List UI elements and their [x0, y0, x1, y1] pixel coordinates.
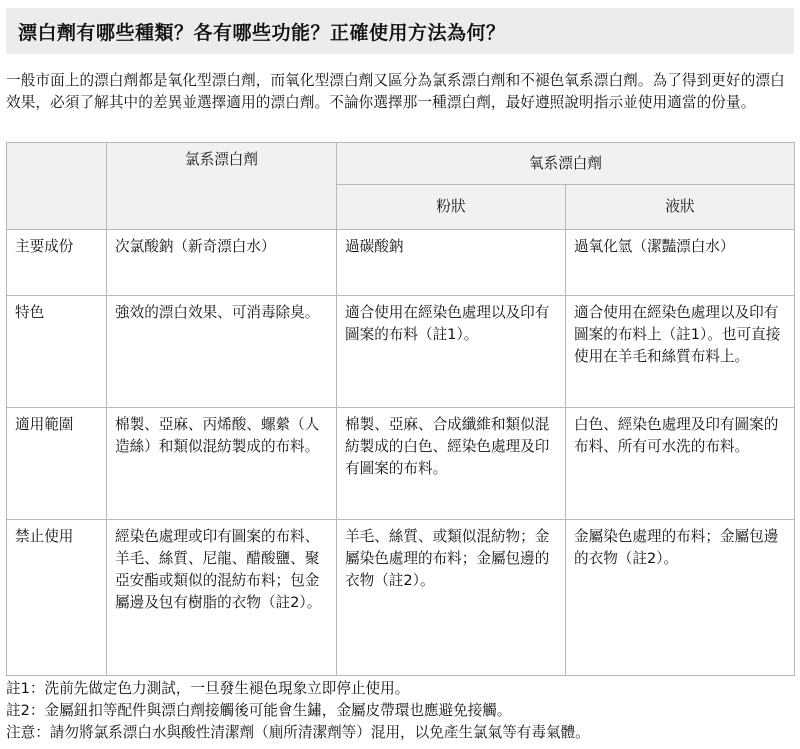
header-oxygen: 氧系漂白劑 [337, 143, 795, 185]
article-title: 漂白劑有哪些種類？各有哪些功能？正確使用方法為何？ [6, 8, 794, 54]
table-row [7, 408, 795, 520]
bleach-comparison-table [6, 142, 795, 676]
cell-liquid: 適合使用在經染色處理以及印有圖案的布料上（註1）。也可直接使用在羊毛和絲質布料上。 [566, 296, 795, 408]
cell-chlorine: 經染色處理或印有圖案的布料、羊毛、絲質、尼龍、醋酸鹽、聚亞安酯或類似的混紡布料；包金屬邊及包有樹脂的衣物（註2）。 [107, 520, 337, 676]
header-powder: 粉狀 [337, 185, 566, 230]
row-label: 主要成份 [7, 230, 107, 296]
cell-chlorine: 棉製、亞麻、丙烯酸、螺縈（人造絲）和類似混紡製成的布料。 [107, 408, 337, 520]
caution-note: 注意：請勿將氯系漂白水與酸性清潔劑（廁所清潔劑等）混用，以免產生氯氣等有毒氣體。 [6, 724, 590, 741]
header-liquid: 液狀 [566, 185, 795, 230]
table-corner-cell [7, 143, 107, 230]
intro-paragraph [6, 70, 794, 114]
cell-powder: 過碳酸鈉 [337, 230, 566, 296]
cell-liquid: 白色、經染色處理及印有圖案的布料、所有可水洗的布料。 [566, 408, 795, 520]
row-label: 適用範圍 [7, 408, 107, 520]
cell-chlorine: 次氯酸鈉（新奇漂白水） [107, 230, 337, 296]
table-row [7, 230, 795, 296]
table-row [7, 296, 795, 408]
intro-text: 一般市面上的漂白劑都是氧化型漂白劑，而氧化型漂白劑又區分為氯系漂白劑和不褪色氧系漂白劑。為了得到更好的漂白效果，必須了解其中的差異並選擇適用的漂白劑。不論你選擇那一種漂白劑，最好遵照說明指示並使用適當的份量。 [6, 72, 785, 111]
cell-liquid: 金屬染色處理的布料；金屬包邊的衣物（註2）。 [566, 520, 795, 676]
row-label: 特色 [7, 296, 107, 408]
table-row [7, 520, 795, 676]
table-header-row-1 [7, 143, 795, 185]
footnote-2: 註2：金屬鈕扣等配件與漂白劑接觸後可能會生鏽，金屬皮帶環也應避免接觸。 [6, 702, 512, 719]
header-chlorine: 氯系漂白劑 [107, 143, 337, 230]
footnotes [6, 678, 794, 744]
cell-chlorine: 強效的漂白效果、可消毒除臭。 [107, 296, 337, 408]
cell-powder: 棉製、亞麻、合成纖維和類似混紡製成的白色、經染色處理及印有圖案的布料。 [337, 408, 566, 520]
row-label: 禁止使用 [7, 520, 107, 676]
cell-liquid: 過氧化氫（潔豔漂白水） [566, 230, 795, 296]
cell-powder: 適合使用在經染色處理以及印有圖案的布料（註1）。 [337, 296, 566, 408]
cell-powder: 羊毛、絲質、或類似混紡物；金屬染色處理的布料；金屬包邊的衣物（註2）。 [337, 520, 566, 676]
footnote-1: 註1：洗前先做定色力測試，一旦發生褪色現象立即停止使用。 [6, 680, 410, 697]
